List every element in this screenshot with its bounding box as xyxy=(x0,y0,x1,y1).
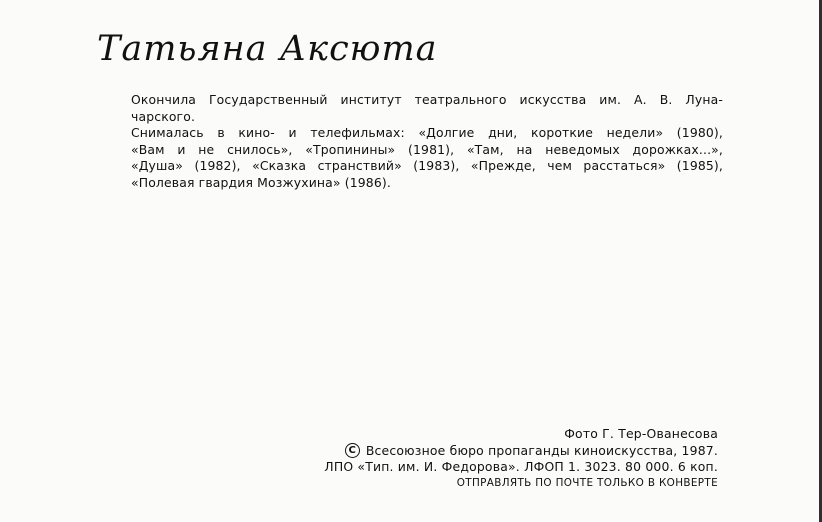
biography-line: «Полевая гвардия Мозжухина» (1986). xyxy=(131,174,391,190)
actress-name: Татьяна Аксюта xyxy=(97,29,438,69)
biography-text xyxy=(131,92,723,191)
biography-line: Снималась в кино- и телефильмах: «Долгие дни, короткие недели» (1980), xyxy=(131,125,723,140)
biography-line: Окончила Государственный институт театрального искусства им. А. В. Луна- xyxy=(131,92,723,107)
mailing-instruction: ОТПРАВЛЯТЬ ПО ПОЧТЕ ТОЛЬКО В КОНВЕРТЕ xyxy=(456,476,718,489)
publisher-line xyxy=(324,443,718,460)
biography-line: чарского. xyxy=(131,108,196,124)
biography-line: «Душа» (1982), «Сказка странствий» (1983), «Прежде, чем расстаться» (1985), xyxy=(131,158,723,173)
copyright-icon: C xyxy=(345,443,360,458)
publication-credits xyxy=(324,426,718,491)
publisher-text: Всесоюзное бюро пропаганды киноискусства, 1987. xyxy=(365,442,718,458)
biography-line: «Вам и не снилось», «Тропинины» (1981), «Там, на неведомых дорожках...», xyxy=(131,141,723,157)
printing-info: ЛПО «Тип. им. И. Федорова». ЛФОП 1. 3023. 80 000. 6 коп. xyxy=(324,459,718,474)
photo-credit: Фото Г. Тер-Ованесова xyxy=(564,426,718,441)
